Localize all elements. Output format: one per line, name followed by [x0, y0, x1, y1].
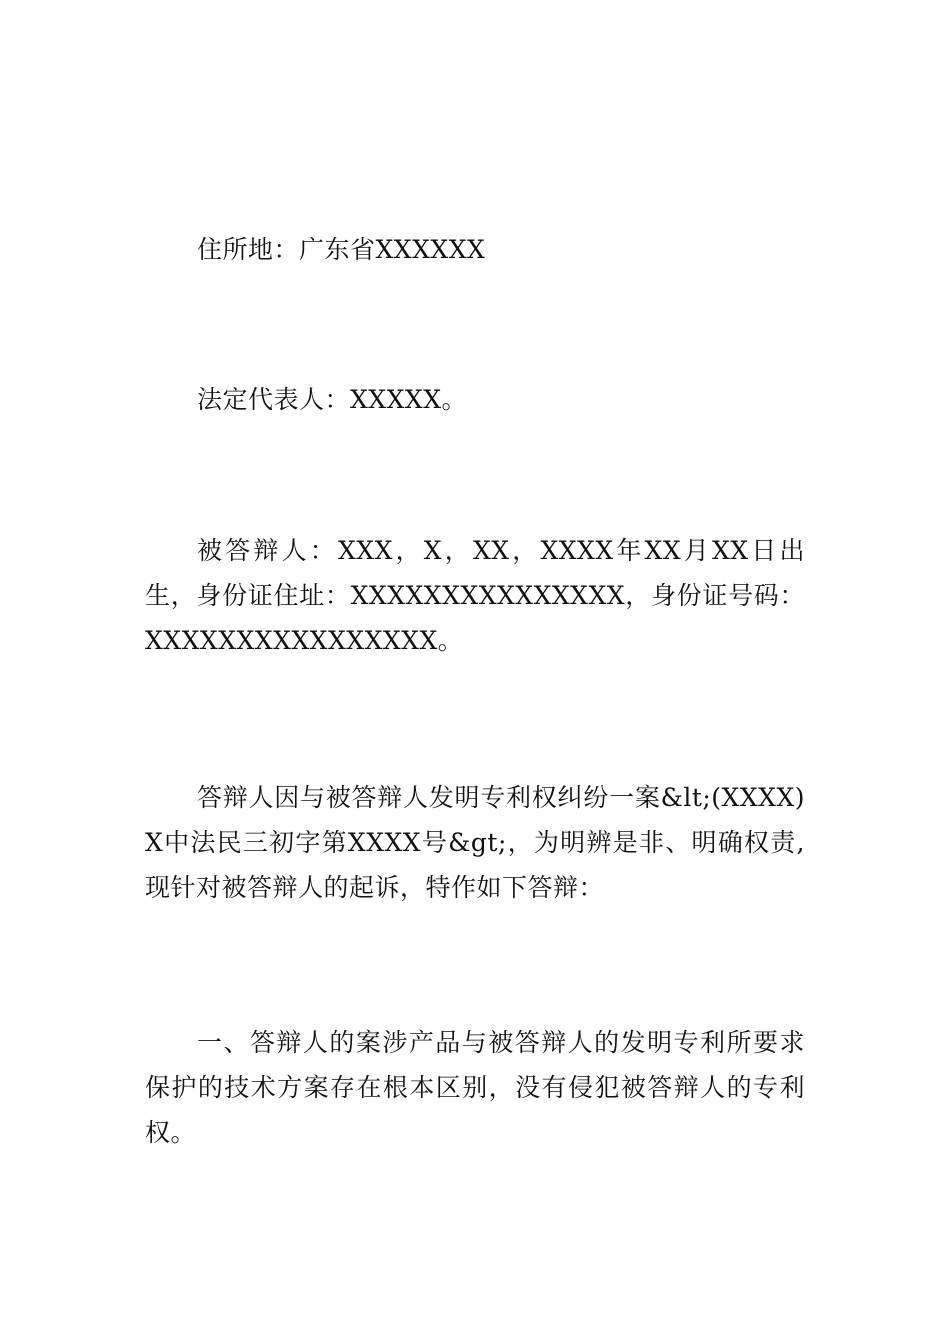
defense-point-paragraph: 一、答辩人的案涉产品与被答辩人的发明专利所要求保护的技术方案存在根本区别，没有侵犯被答辩人的专利权。	[145, 1028, 805, 1147]
case-intro-paragraph: 答辩人因与被答辩人发明专利权纠纷一案&lt;(XXXX)X中法民三初字第XXXX号&gt;，为明辨是非、明确权责,现针对被答辩人的起诉，特作如下答辩：	[145, 783, 805, 902]
address-paragraph: 住所地：广东省XXXXXX	[197, 235, 486, 264]
respondent-info-paragraph: 被答辩人：XXX，X，XX，XXXX年XX月XX日出生，身份证住址：XXXXXXXXXXXXXXX，身份证号码：XXXXXXXXXXXXXXXX。	[145, 536, 805, 655]
legal-representative-paragraph: 法定代表人：XXXXX。	[197, 385, 467, 414]
